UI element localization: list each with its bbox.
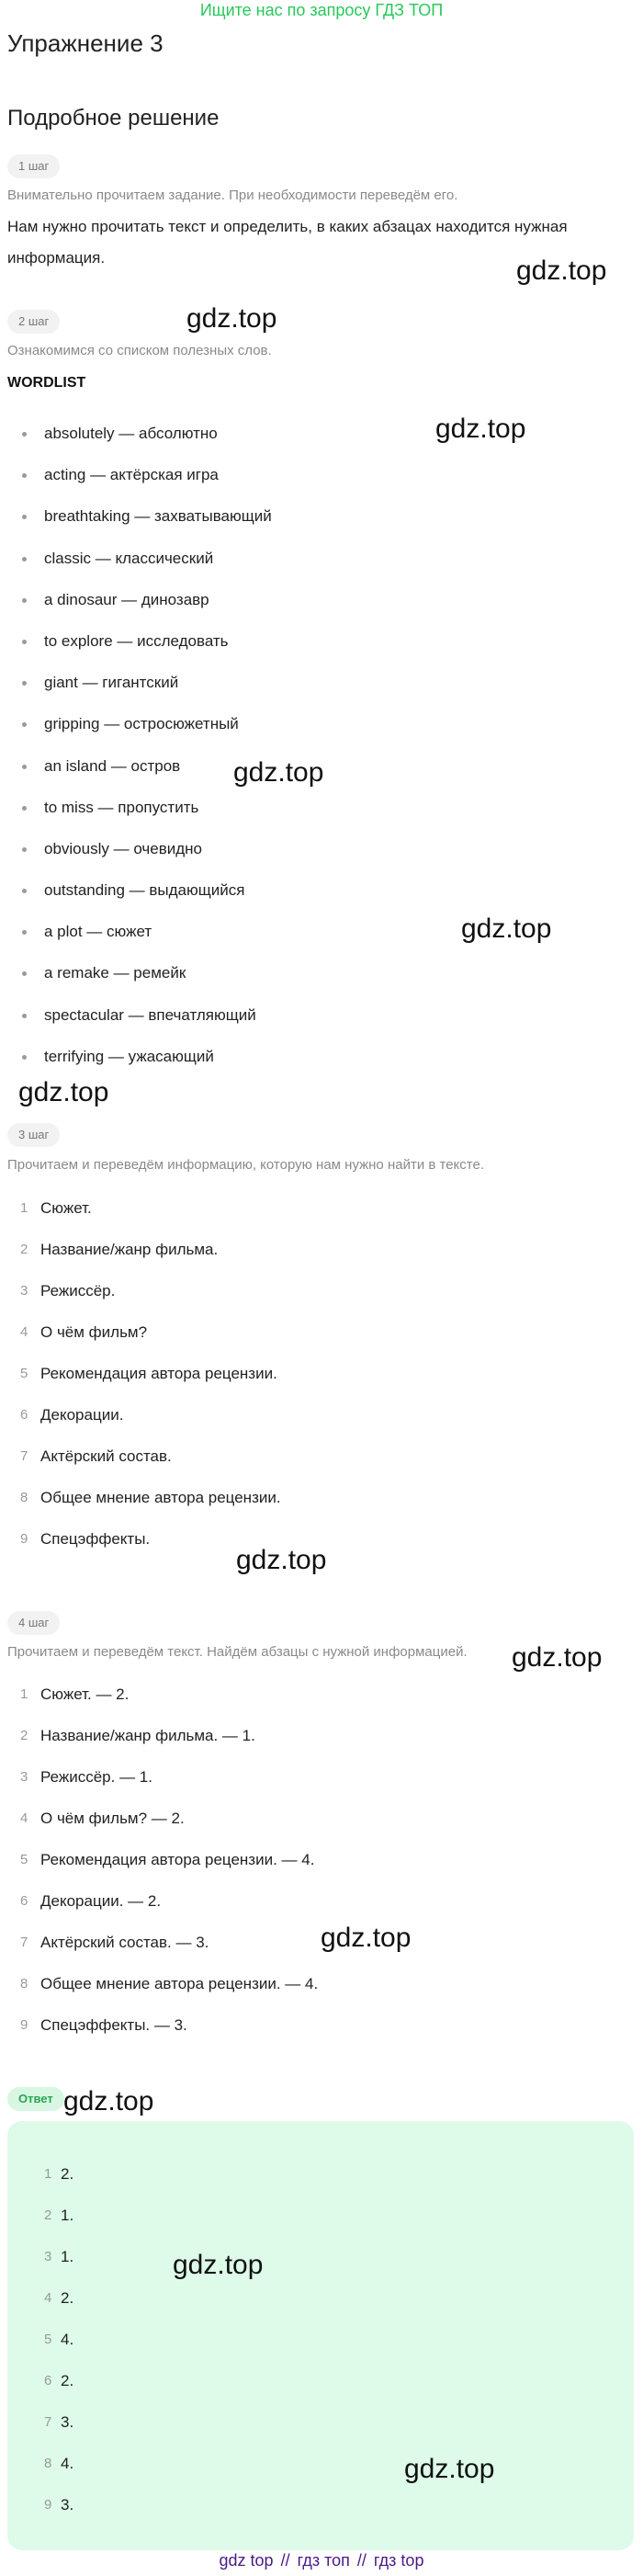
step4-item <box>0 1765 318 1806</box>
item-number: 5 <box>20 1366 28 1381</box>
answer-item <box>7 2203 73 2244</box>
footer-link-gdz-top[interactable]: gdz top <box>219 2551 274 2570</box>
item-text: Декорации. <box>40 1406 124 1424</box>
item-text: 2. <box>61 2372 74 2389</box>
step3-item <box>0 1402 281 1444</box>
answer-list <box>7 2162 73 2534</box>
step3-item <box>0 1444 281 1485</box>
wordlist-item-text: absolutely — абсолютно <box>44 425 218 442</box>
watermark: gdz.top <box>18 1077 109 1107</box>
wordlist-title: WORDLIST <box>7 375 86 391</box>
item-number: 6 <box>44 2373 52 2389</box>
item-number: 2 <box>44 2207 52 2223</box>
item-number: 3 <box>20 1769 28 1785</box>
item-text: Рекомендация автора рецензии. <box>40 1365 277 1382</box>
answer-item <box>7 2327 73 2368</box>
watermark: gdz.top <box>173 2250 264 2280</box>
wordlist-item <box>0 754 272 795</box>
step4-item <box>0 2013 318 2054</box>
step1-text-line1: Нам нужно прочитать текст и определить, в каких абзацах находится нужная <box>7 218 568 235</box>
bullet-dot <box>22 847 27 852</box>
solution-heading: Подробное решение <box>7 106 220 131</box>
item-number: 3 <box>44 2249 52 2264</box>
bullet-dot <box>22 971 27 976</box>
step3-list <box>0 1196 281 1568</box>
item-number: 2 <box>20 1242 28 1257</box>
item-number: 2 <box>20 1728 28 1743</box>
wordlist-item <box>0 587 272 629</box>
step4-list <box>0 1682 318 2054</box>
bullet-dot <box>22 515 27 519</box>
search-banner[interactable]: Ищите нас по запросу ГДЗ ТОП <box>199 1 444 19</box>
wordlist-item <box>0 670 272 711</box>
wordlist-item <box>0 546 272 587</box>
footer-separator: // <box>356 2551 367 2570</box>
watermark: gdz.top <box>63 2086 154 2116</box>
watermark: gdz.top <box>461 914 552 944</box>
item-text: 4. <box>61 2455 74 2472</box>
wordlist-item-text: to explore — исследовать <box>44 631 229 650</box>
item-text: Сюжет. — 2. <box>40 1685 130 1703</box>
item-text: Название/жанр фильма. <box>40 1241 219 1258</box>
step1-text-line2: информация. <box>7 249 106 267</box>
item-number: 4 <box>20 1810 28 1826</box>
item-text: 3. <box>61 2413 74 2431</box>
item-number: 9 <box>20 2017 28 2033</box>
bullet-dot <box>22 681 27 686</box>
step4-item <box>0 1889 318 1930</box>
item-number: 9 <box>44 2497 52 2513</box>
wordlist-item-text: a remake — ремейк <box>44 964 186 982</box>
wordlist-item <box>0 504 272 545</box>
item-number: 1 <box>20 1200 28 1216</box>
wordlist-item <box>0 462 272 504</box>
watermark: gdz.top <box>435 414 526 444</box>
bullet-dot <box>22 806 27 811</box>
step-badge-4: 4 шаг <box>7 1611 60 1635</box>
item-number: 6 <box>20 1407 28 1423</box>
answer-item <box>7 2368 73 2410</box>
watermark: gdz.top <box>236 1545 327 1575</box>
step1-note: Внимательно прочитаем задание. При необходимости переведём его. <box>7 187 458 203</box>
step4-item <box>0 1971 318 2013</box>
step-badge-3: 3 шаг <box>7 1123 60 1147</box>
watermark: gdz.top <box>186 303 277 334</box>
item-text: Режиссёр. — 1. <box>40 1768 152 1786</box>
item-text: 3. <box>61 2496 74 2514</box>
bullet-dot <box>22 1055 27 1060</box>
bullet-dot <box>22 432 27 437</box>
bullet-dot <box>22 598 27 603</box>
bullet-dot <box>22 889 27 893</box>
item-text: 1. <box>61 2207 74 2224</box>
item-number: 7 <box>20 1448 28 1464</box>
bullet-dot <box>22 1014 27 1018</box>
wordlist-item-text: classic — классический <box>44 549 214 567</box>
bullet-dot <box>22 722 27 727</box>
bullet-dot <box>22 930 27 935</box>
item-number: 1 <box>44 2166 52 2182</box>
wordlist-item <box>0 421 272 462</box>
item-text: Актёрский состав. <box>40 1447 172 1465</box>
step3-item <box>0 1320 281 1361</box>
item-text: 2. <box>61 2165 74 2183</box>
item-number: 4 <box>20 1324 28 1340</box>
step3-item <box>0 1361 281 1402</box>
answer-item <box>7 2492 73 2534</box>
item-text: 4. <box>61 2331 74 2348</box>
item-text: Название/жанр фильма. — 1. <box>40 1727 255 1744</box>
answer-item <box>7 2244 73 2286</box>
item-text: О чём фильм? <box>40 1323 148 1341</box>
item-number: 4 <box>44 2290 52 2306</box>
item-number: 7 <box>20 1935 28 1950</box>
footer-link-gdz-top-ru[interactable]: гдз топ <box>297 2551 350 2570</box>
step3-item <box>0 1196 281 1237</box>
answer-item <box>7 2286 73 2327</box>
step4-item <box>0 1806 318 1847</box>
item-text: О чём фильм? — 2. <box>40 1810 185 1827</box>
watermark: gdz.top <box>233 757 324 788</box>
wordlist-item-text: outstanding — выдающийся <box>44 881 245 900</box>
wordlist-item-text: spectacular — впечатляющий <box>44 1005 256 1024</box>
step3-item <box>0 1485 281 1526</box>
answer-box <box>7 2121 634 2550</box>
item-text: Общее мнение автора рецензии. <box>40 1489 281 1506</box>
item-text: Сюжет. <box>40 1199 92 1217</box>
wordlist-item <box>0 795 272 836</box>
step4-item <box>0 1723 318 1765</box>
item-number: 1 <box>20 1686 28 1702</box>
wordlist-item <box>0 960 272 1002</box>
footer-links <box>0 2548 643 2572</box>
answer-item <box>7 2162 73 2203</box>
step3-note: Прочитаем и переведём информацию, которую нам нужно найти в тексте. <box>7 1157 484 1173</box>
wordlist-item-text: breathtaking — захватывающий <box>44 507 272 526</box>
step4-item <box>0 1847 318 1889</box>
wordlist-item-text: acting — актёрская игра <box>44 466 219 484</box>
item-number: 8 <box>20 1490 28 1505</box>
bullet-dot <box>22 473 27 478</box>
item-text: Рекомендация автора рецензии. — 4. <box>40 1851 315 1868</box>
step-badge-2: 2 шаг <box>7 310 60 334</box>
wordlist-item-text: an island — остров <box>44 756 181 775</box>
step4-item <box>0 1930 318 1971</box>
wordlist-item <box>0 836 272 878</box>
wordlist-item <box>0 711 272 753</box>
watermark: gdz.top <box>404 2454 495 2484</box>
step3-item <box>0 1237 281 1278</box>
answer-badge: Ответ <box>7 2087 64 2111</box>
item-number: 7 <box>44 2414 52 2430</box>
step2-note: Ознакомимся со списком полезных слов. <box>7 343 272 358</box>
wordlist-item-text: to miss — пропустить <box>44 798 199 816</box>
item-number: 6 <box>20 1893 28 1909</box>
answer-item <box>7 2410 73 2451</box>
wordlist-item-text: gripping — остросюжетный <box>44 715 239 733</box>
watermark: gdz.top <box>512 1642 603 1673</box>
step4-note: Прочитаем и переведём текст. Найдём абзацы с нужной информацией. <box>7 1644 468 1660</box>
item-number: 3 <box>20 1283 28 1299</box>
wordlist-item <box>0 629 272 670</box>
step4-item <box>0 1682 318 1723</box>
step3-item <box>0 1278 281 1320</box>
wordlist-item <box>0 919 272 960</box>
item-text: 1. <box>61 2248 74 2265</box>
item-text: Спецэффекты. — 3. <box>40 2016 187 2034</box>
watermark: gdz.top <box>516 255 607 286</box>
item-number: 5 <box>20 1852 28 1867</box>
wordlist-item-text: terrifying — ужасающий <box>44 1047 214 1065</box>
item-text: Актёрский состав. — 3. <box>40 1934 209 1951</box>
answer-item <box>7 2451 73 2492</box>
item-number: 9 <box>20 1531 28 1547</box>
wordlist-item-text: a dinosaur — динозавр <box>44 590 209 608</box>
step-badge-1: 1 шаг <box>7 154 60 178</box>
wordlist-item-text: giant — гигантский <box>44 674 179 692</box>
bullet-dot <box>22 557 27 562</box>
footer-separator: // <box>280 2551 290 2570</box>
item-text: 2. <box>61 2289 74 2307</box>
item-text: Режиссёр. <box>40 1282 116 1299</box>
wordlist-item <box>0 1003 272 1044</box>
page-title: Упражнение 3 <box>7 29 164 57</box>
wordlist-item-text: a plot — сюжет <box>44 923 152 941</box>
wordlist-item <box>0 878 272 919</box>
bullet-dot <box>22 765 27 769</box>
item-number: 8 <box>20 1976 28 1992</box>
item-text: Общее мнение автора рецензии. — 4. <box>40 1975 319 1992</box>
wordlist <box>0 421 272 1085</box>
wordlist-item-text: obviously — очевидно <box>44 839 203 857</box>
item-number: 5 <box>44 2332 52 2347</box>
watermark: gdz.top <box>321 1923 412 1953</box>
footer-link-gdz-top-mixed[interactable]: гдз top <box>373 2551 424 2570</box>
item-text: Декорации. — 2. <box>40 1892 162 1910</box>
bullet-dot <box>22 640 27 644</box>
item-text: Спецэффекты. <box>40 1530 151 1548</box>
item-number: 8 <box>44 2456 52 2471</box>
